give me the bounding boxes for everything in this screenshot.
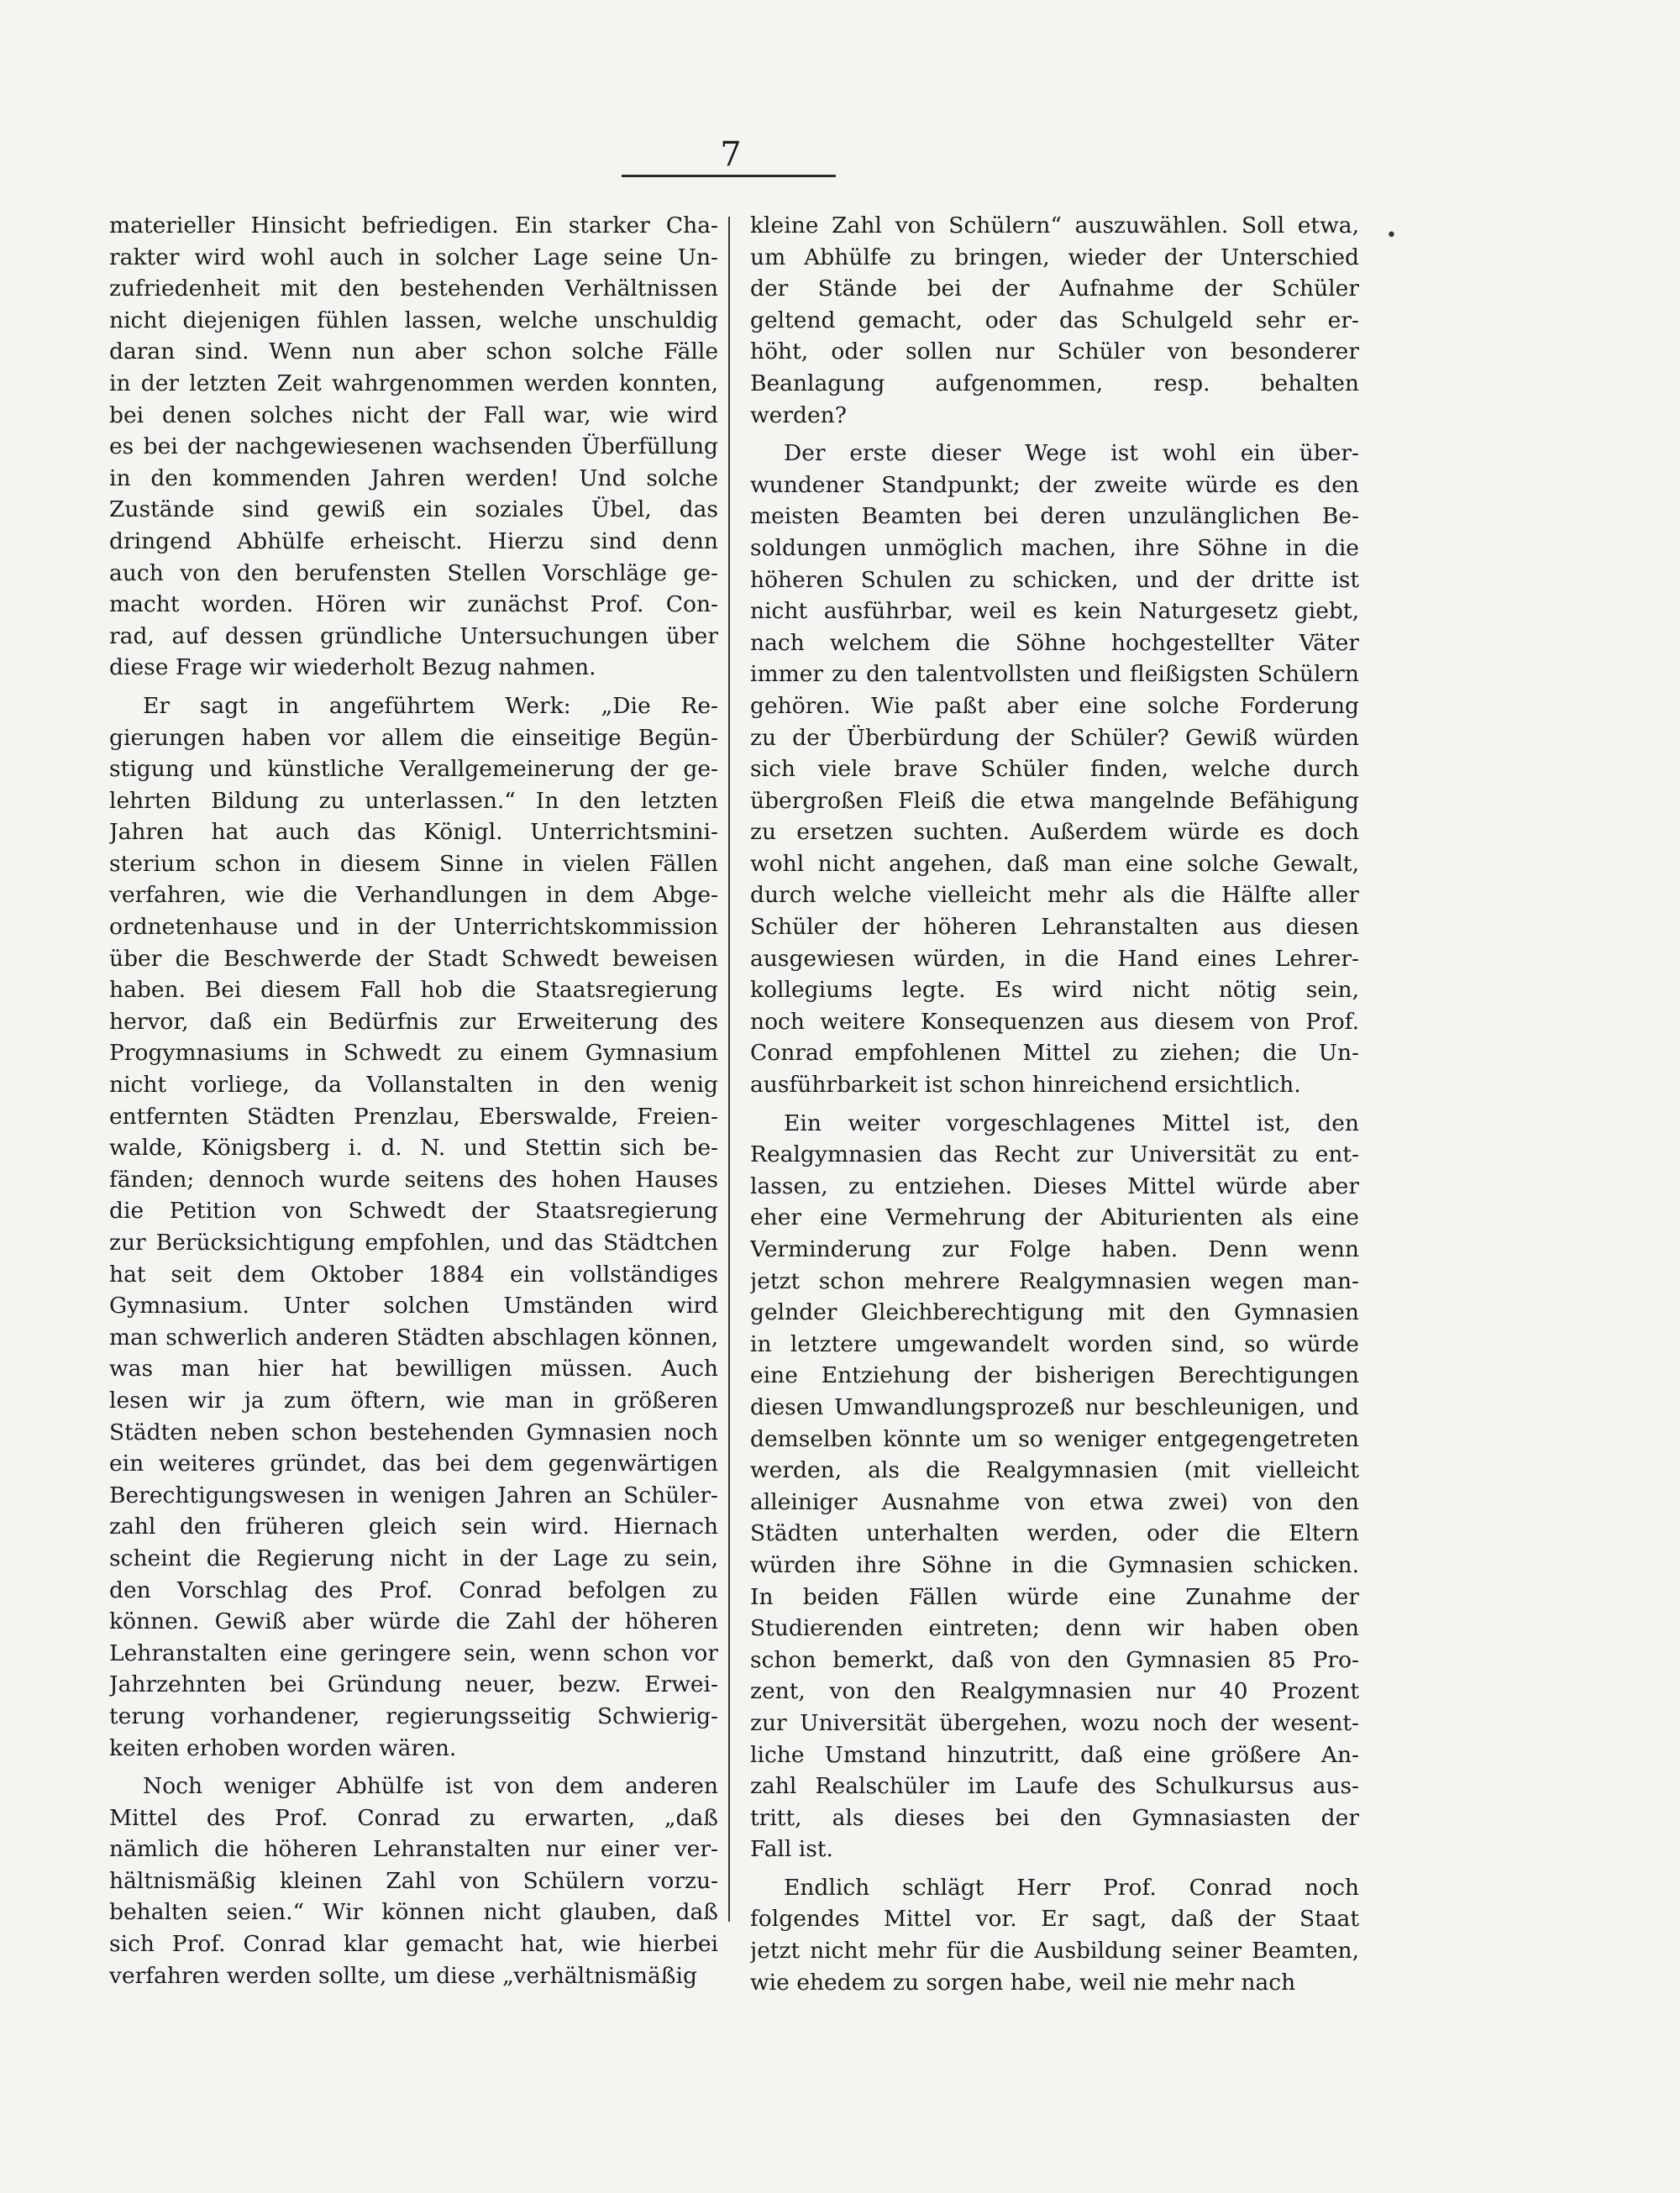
text-line: In beiden Fällen würde eine Zunahme der [750, 1583, 1359, 1610]
text-line: Lehranstalten eine geringere sein, wenn schon vor [109, 1640, 718, 1666]
text-line: lehrten Bildung zu unterlassen.“ In den letzten [109, 787, 718, 814]
text-line: fänden; dennoch wurde seitens des hohen Hauses [109, 1166, 718, 1193]
text-line: man schwerlich anderen Städten abschlagen können, [109, 1324, 718, 1351]
text-line: daran sind. Wenn nun aber schon solche Fälle [109, 338, 718, 365]
text-line: meisten Beamten bei deren unzulänglichen Be- [750, 503, 1359, 530]
text-line: wie ehedem zu sorgen habe, weil nie mehr nach [750, 1969, 1296, 1996]
margin-dot-mark: • [1386, 225, 1397, 246]
text-line: nach welchem die Söhne hochgestellter Väter [750, 629, 1359, 656]
text-line: verfahren, wie die Verhandlungen in dem Abge- [109, 882, 718, 909]
text-line: Zustände sind gewiß ein soziales Übel, das [109, 496, 718, 523]
text-line: jetzt schon mehrere Realgymnasien wegen man- [750, 1267, 1359, 1294]
paragraph-gap [750, 1865, 1359, 1872]
text-line: bei denen solches nicht der Fall war, wie wird [109, 401, 718, 428]
text-line: stigung und künstliche Verallgemeinerung der ge- [109, 756, 718, 783]
text-line: Ein weiter vorgeschlagenes Mittel ist, den [784, 1110, 1359, 1136]
text-line: Verminderung zur Folge haben. Denn wenn [750, 1236, 1359, 1262]
text-line: macht worden. Hören wir zunächst Prof. Con- [109, 591, 718, 618]
text-line: zur Universität übergehen, wozu noch der wesent- [750, 1709, 1359, 1736]
text-line: Realgymnasien das Recht zur Universität zu ent- [750, 1141, 1359, 1168]
text-line: höheren Schulen zu schicken, und der dritte ist [750, 566, 1359, 593]
text-line: nämlich die höheren Lehranstalten nur einer ver- [109, 1836, 718, 1863]
text-line: die Petition von Schwedt der Staatsregierung [109, 1198, 718, 1225]
left-column [109, 210, 718, 1991]
text-line: Städten neben schon bestehenden Gymnasien noch [109, 1419, 718, 1445]
text-line: Endlich schlägt Herr Prof. Conrad noch [784, 1874, 1359, 1901]
text-line: Städten unterhalten werden, oder die Eltern [750, 1520, 1359, 1547]
text-line: können. Gewiß aber würde die Zahl der höheren [109, 1608, 718, 1635]
text-line: alleiniger Ausnahme von etwa zwei) von den [750, 1488, 1359, 1515]
text-line: gehören. Wie paßt aber eine solche Forderung [750, 692, 1359, 719]
text-line: Beanlagung aufgenommen, resp. behalten [750, 370, 1359, 396]
text-line: zent, von den Realgymnasien nur 40 Prozent [750, 1678, 1359, 1705]
text-line: terung vorhandener, regierungsseitig Schwierig- [109, 1702, 718, 1729]
column-divider [728, 217, 730, 1922]
right-column [750, 210, 1359, 1998]
text-line: schon bemerkt, daß von den Gymnasien 85 Pro- [750, 1646, 1359, 1673]
text-line: würden ihre Söhne in die Gymnasien schicken. [750, 1551, 1359, 1578]
text-line: zu der Überbürdung der Schüler? Gewiß würden [750, 724, 1359, 751]
text-line: in der letzten Zeit wahrgenommen werden konnten, [109, 370, 718, 396]
text-line: sterium schon in diesem Sinne in vielen Fällen [109, 850, 718, 877]
text-line: wohl nicht angehen, daß man eine solche Gewalt, [750, 850, 1359, 877]
text-line: walde, Königsberg i. d. N. und Stettin sich be- [109, 1135, 718, 1162]
text-line: in den kommenden Jahren werden! Und solche [109, 464, 718, 491]
text-line: rad, auf dessen gründliche Untersuchungen über [109, 622, 718, 649]
text-line: Progymnasiums in Schwedt zu einem Gymnasium [109, 1040, 718, 1067]
text-line: Fall ist. [750, 1836, 833, 1863]
text-line: jetzt nicht mehr für die Ausbildung seiner Beamten, [750, 1938, 1359, 1965]
text-line: scheint die Regierung nicht in der Lage zu sein, [109, 1545, 718, 1571]
text-line: verfahren werden sollte, um diese „verhältnismäßig [109, 1962, 697, 1989]
text-line: nicht ausführbar, weil es kein Naturgesetz giebt, [750, 598, 1359, 625]
text-line: keiten erhoben worden wären. [109, 1734, 457, 1761]
text-line: geltend gemacht, oder das Schulgeld sehr er- [750, 307, 1359, 333]
text-line: diesen Umwandlungsprozeß nur beschleunigen, und [750, 1393, 1359, 1420]
paragraph-gap [750, 431, 1359, 438]
text-line: hat seit dem Oktober 1884 ein vollständiges [109, 1261, 718, 1288]
text-line: wundener Standpunkt; der zweite würde es den [750, 471, 1359, 498]
text-line: hältnismäßig kleinen Zahl von Schülern vorzu- [109, 1867, 718, 1894]
text-line: durch welche vielleicht mehr als die Hälfte aller [750, 882, 1359, 909]
text-line: ordnetenhause und in der Unterrichtskommission [109, 914, 718, 941]
text-line: materieller Hinsicht befriedigen. Ein starker Cha- [109, 212, 718, 239]
text-line: rakter wird wohl auch in solcher Lage seine Un- [109, 244, 718, 270]
paragraph-gap [109, 1764, 718, 1771]
text-line: behalten seien.“ Wir können nicht glauben, daß [109, 1899, 718, 1926]
paragraph-gap [109, 684, 718, 690]
text-line: höht, oder sollen nur Schüler von besonderer [750, 338, 1359, 365]
text-line: Studierenden eintreten; denn wir haben oben [750, 1615, 1359, 1642]
text-line: gierungen haben vor allem die einseitige Begün- [109, 724, 718, 751]
text-line: kleine Zahl von Schülern“ auszuwählen. Soll etwa, [750, 212, 1359, 239]
text-line: Er sagt in angeführtem Werk: „Die Re- [143, 692, 718, 719]
text-line: es bei der nachgewiesenen wachsenden Überfüllung [109, 433, 718, 460]
text-line: sich Prof. Conrad klar gemacht hat, wie hierbei [109, 1931, 718, 1958]
text-line: werden? [750, 401, 847, 428]
text-line: haben. Bei diesem Fall hob die Staatsregierung [109, 977, 718, 1004]
text-line: zu ersetzen suchten. Außerdem würde es doch [750, 819, 1359, 846]
text-line: Der erste dieser Wege ist wohl ein über- [784, 440, 1359, 467]
text-line: Noch weniger Abhülfe ist von dem anderen [143, 1773, 718, 1800]
text-line: zur Berücksichtigung empfohlen, und das Städtchen [109, 1230, 718, 1256]
text-line: eine Entziehung der bisherigen Berechtigungen [750, 1362, 1359, 1389]
text-line: über die Beschwerde der Stadt Schwedt beweisen [109, 945, 718, 972]
text-line: Jahrzehnten bei Gründung neuer, bezw. Erwei- [109, 1671, 718, 1698]
text-line: gelnder Gleichberechtigung mit den Gymnasien [750, 1299, 1359, 1326]
text-line: zahl den früheren gleich sein wird. Hiernach [109, 1514, 718, 1540]
text-line: nicht vorliege, da Vollanstalten in den wenig [109, 1072, 718, 1099]
text-line: nicht diejenigen fühlen lassen, welche unschuldig [109, 307, 718, 333]
text-line: Berechtigungswesen in wenigen Jahren an Schüler- [109, 1482, 718, 1508]
text-line: Jahren hat auch das Königl. Unterrichtsmini- [109, 819, 718, 846]
text-line: den Vorschlag des Prof. Conrad befolgen zu [109, 1577, 718, 1603]
text-line: ausführbarkeit ist schon hinreichend ersichtlich. [750, 1072, 1301, 1099]
text-line: werden, als die Realgymnasien (mit vielleicht [750, 1457, 1359, 1484]
text-line: kollegiums legte. Es wird nicht nötig sein, [750, 977, 1359, 1004]
text-line: ausgewiesen würden, in die Hand eines Lehrer- [750, 945, 1359, 972]
text-line: hervor, daß ein Bedürfnis zur Erweiterung des [109, 1008, 718, 1035]
text-line: was man hier hat bewilligen müssen. Auch [109, 1356, 718, 1382]
text-line: zufriedenheit mit den bestehenden Verhältnissen [109, 275, 718, 302]
header-rule [622, 175, 836, 177]
text-line: um Abhülfe zu bringen, wieder der Unterschied [750, 244, 1359, 270]
text-line: folgendes Mittel vor. Er sagt, daß der Staat [750, 1906, 1359, 1933]
text-line: demselben könnte um so weniger entgegengetreten [750, 1425, 1359, 1452]
text-line: liche Umstand hinzutritt, daß eine größere An- [750, 1741, 1359, 1768]
text-line: immer zu den talentvollsten und fleißigsten Schülern [750, 661, 1359, 688]
text-line: soldungen unmöglich machen, ihre Söhne in die [750, 534, 1359, 561]
text-line: noch weitere Konsequenzen aus diesem von Prof. [750, 1008, 1359, 1035]
paragraph-gap [750, 1101, 1359, 1108]
text-line: diese Frage wir wiederholt Bezug nahmen. [109, 654, 596, 681]
text-line: in letztere umgewandelt worden sind, so würde [750, 1330, 1359, 1357]
text-line: zahl Realschüler im Laufe des Schulkursus aus- [750, 1773, 1359, 1800]
text-line: der Stände bei der Aufnahme der Schüler [750, 275, 1359, 302]
text-line: Schüler der höheren Lehranstalten aus diesen [750, 914, 1359, 941]
text-line: entfernten Städten Prenzlau, Eberswalde, Freien- [109, 1103, 718, 1130]
page-number: 7 [720, 135, 742, 174]
text-line: übergroßen Fleiß die etwa mangelnde Befähigung [750, 787, 1359, 814]
text-line: auch von den berufensten Stellen Vorschläge ge- [109, 559, 718, 586]
text-line: Conrad empfohlenen Mittel zu ziehen; die Un- [750, 1040, 1359, 1067]
text-line: Gymnasium. Unter solchen Umständen wird [109, 1293, 718, 1319]
text-line: dringend Abhülfe erheischt. Hierzu sind denn [109, 527, 718, 554]
text-line: eher eine Vermehrung der Abiturienten als eine [750, 1204, 1359, 1231]
text-line: Mittel des Prof. Conrad zu erwarten, „daß [109, 1804, 718, 1831]
text-line: lassen, zu entziehen. Dieses Mittel würde aber [750, 1173, 1359, 1199]
text-line: ein weiteres gründet, das bei dem gegenwärtigen [109, 1451, 718, 1477]
text-line: tritt, als dieses bei den Gymnasiasten der [750, 1804, 1359, 1831]
text-line: lesen wir ja zum öftern, wie man in größeren [109, 1387, 718, 1414]
text-line: sich viele brave Schüler finden, welche durch [750, 756, 1359, 783]
